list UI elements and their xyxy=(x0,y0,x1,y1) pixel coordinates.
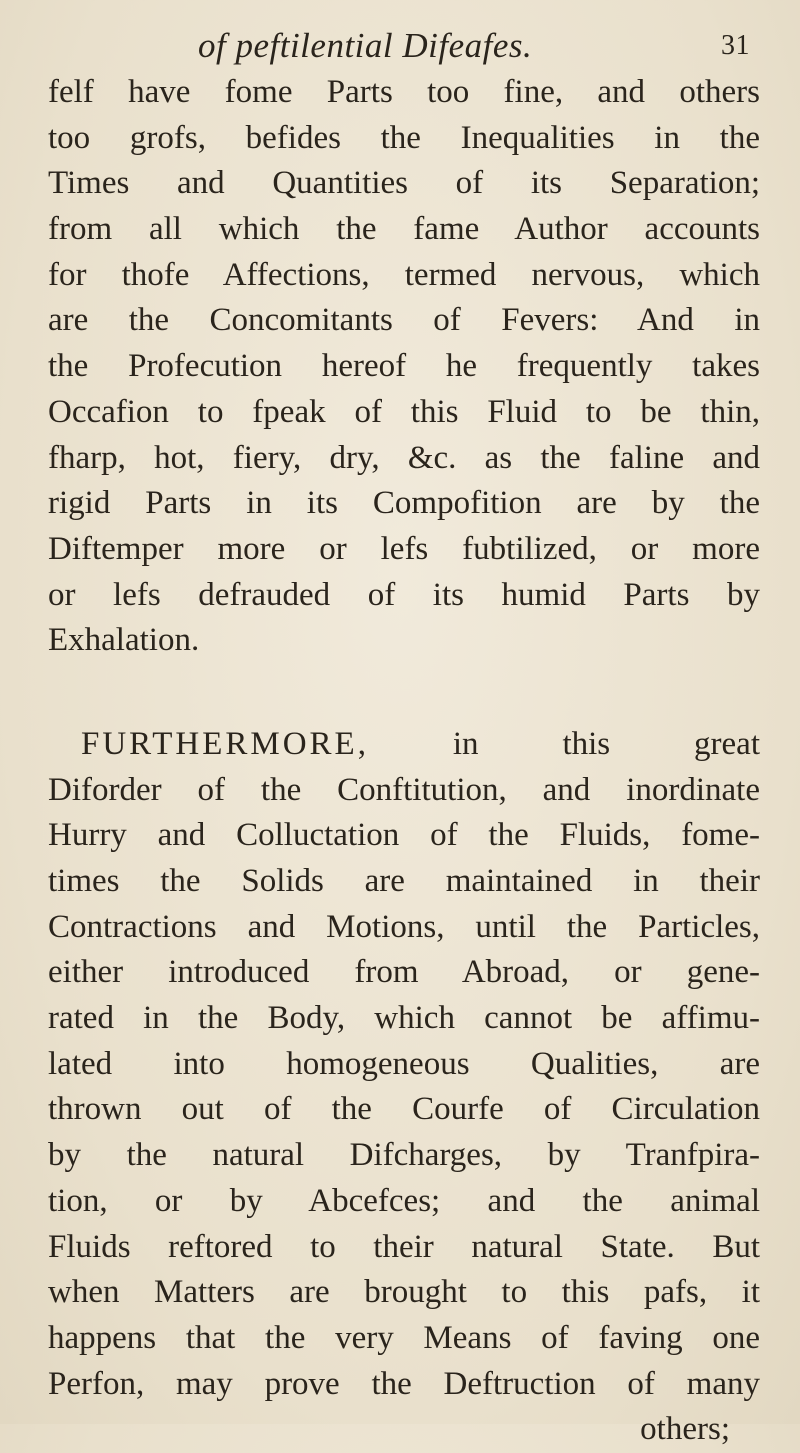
text-line: Times and Quantities of its Separation; xyxy=(48,165,760,202)
text-line: when Matters are brought to this pafs, it xyxy=(48,1274,760,1311)
text-line: thrown out of the Courfe of Circulation xyxy=(48,1091,760,1128)
text-line: or lefs defrauded of its humid Parts by xyxy=(48,576,760,613)
text-line: Occafion to fpeak of this Fluid to be thin, xyxy=(48,393,760,430)
text-line: fharp, hot, fiery, dry, &c. as the faline and xyxy=(48,439,760,476)
text-line: from all which the fame Author accounts xyxy=(48,211,760,248)
text-line: the Profecution hereof he frequently takes xyxy=(48,348,760,385)
text-line: Diftemper more or lefs fubtilized, or more xyxy=(48,530,760,567)
text-line: Perfon, may prove the Deftruction of many xyxy=(48,1365,760,1402)
page-number: 31 xyxy=(721,30,750,61)
text-line-first xyxy=(48,722,760,768)
text-line: times the Solids are maintained in their xyxy=(48,863,760,899)
first-line-rest: in this great xyxy=(452,725,760,762)
body-text xyxy=(48,70,760,1453)
text-line: too grofs, befides the Inequalities in the xyxy=(48,119,760,156)
text-line: lated into homogeneous Qualities, are xyxy=(48,1045,760,1082)
text-line: felf have fome Parts too fine, and others xyxy=(48,74,760,110)
text-line: tion, or by Abcefces; and the animal xyxy=(48,1182,760,1219)
text-line: happens that the very Means of faving one xyxy=(48,1319,760,1356)
text-line: rated in the Body, which cannot be affimu- xyxy=(48,1000,760,1037)
text-line: Hurry and Colluctation of the Fluids, fome- xyxy=(48,817,760,854)
running-head xyxy=(48,22,760,70)
text-line: are the Concomitants of Fevers: And in xyxy=(48,302,760,339)
text-line: Fluids reftored to their natural State. But xyxy=(48,1228,760,1265)
text-line: Contractions and Motions, until the Particles, xyxy=(48,908,760,945)
text-line: Exhalation. xyxy=(48,622,200,659)
text-line: Diforder of the Conftitution, and inordinate xyxy=(48,771,760,808)
paragraph-1 xyxy=(48,70,760,664)
text-line: rigid Parts in its Compofition are by the xyxy=(48,485,760,522)
paragraph-2 xyxy=(48,722,760,1453)
running-title: of peftilential Difeafes. xyxy=(198,26,533,65)
text-line: by the natural Difcharges, by Tranfpira- xyxy=(48,1137,760,1174)
catchword: others; xyxy=(640,1411,730,1448)
text-line: either introduced from Abroad, or gene- xyxy=(48,954,760,991)
text-line: for thofe Affections, termed nervous, which xyxy=(48,256,760,293)
lead-word: FURTHERMORE, xyxy=(81,725,369,762)
